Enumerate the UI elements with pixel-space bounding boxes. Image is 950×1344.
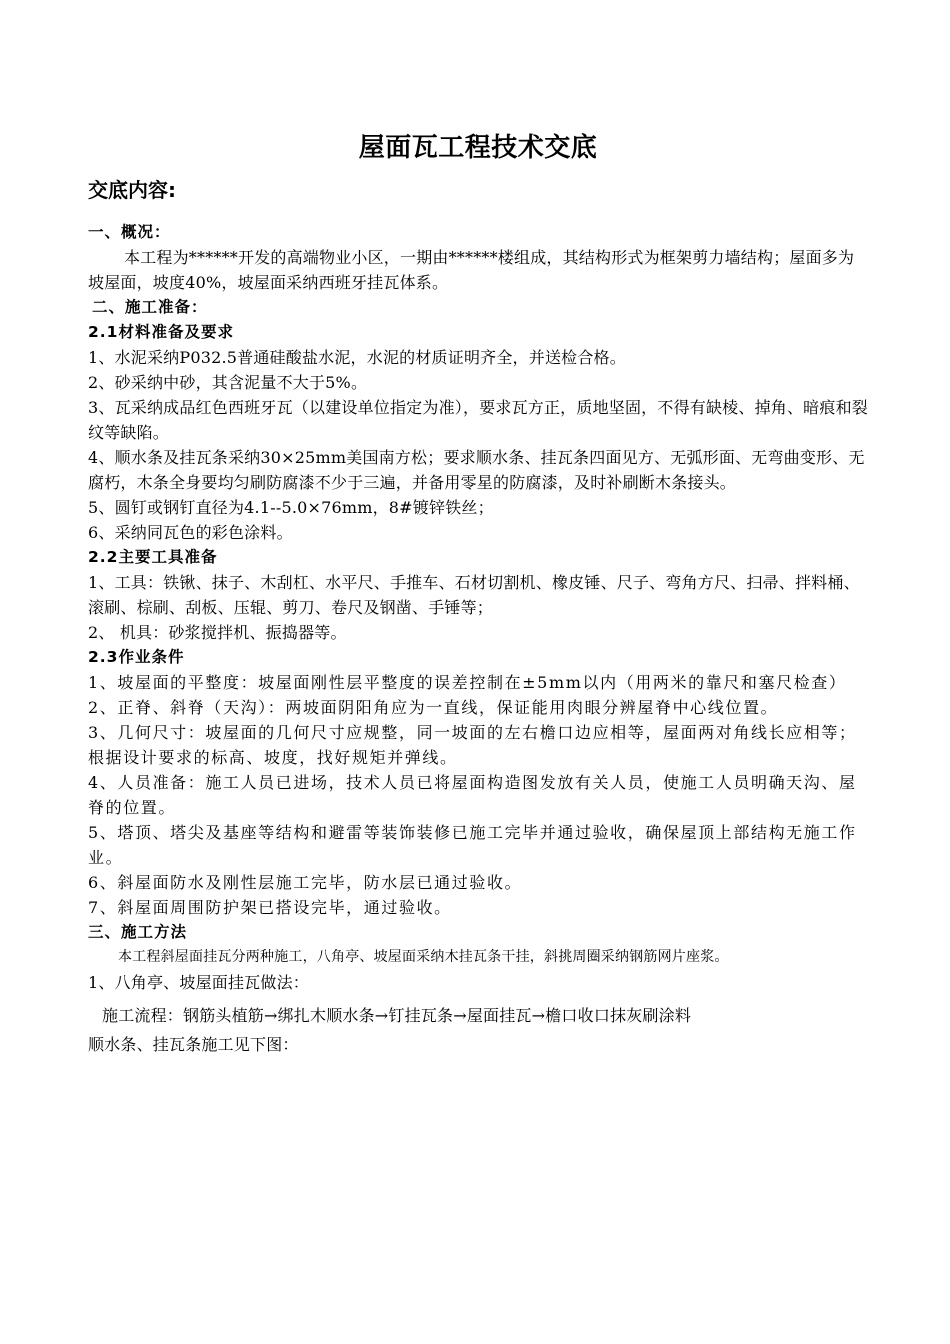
tools-item-1: 1、工具：铁锹、抹子、木刮杠、水平尺、手推车、石材切割机、橡皮锤、尺子、弯角方尺、扫帚、拌料桶、滚刷、棕刷、刮板、压辊、剪刀、卷尺及钢凿、手锤等； xyxy=(88,573,860,617)
conditions-item-6: 6、斜屋面防水及刚性层施工完毕，防水层已通过验收。 xyxy=(88,873,523,892)
materials-heading: 2.1材料准备及要求 xyxy=(88,323,234,341)
section-1-heading: 一、概况： xyxy=(88,223,171,241)
conditions-item-2: 2、正脊、斜脊（天沟）：两坡面阴阳角应为一直线，保证能用肉眼分辨屋脊中心线位置。 xyxy=(88,698,779,717)
tools-heading: 2.2主要工具准备 xyxy=(88,548,218,566)
conditions-item-7: 7、斜屋面周围防护架已搭设完毕，通过验收。 xyxy=(88,898,452,917)
section-1-text: 本工程为******开发的高端物业小区，一期由******楼组成，其结构形式为框架剪力墙结构；屋面多为坡屋面，坡度40%，坡屋面采纳西班牙挂瓦体系。 xyxy=(88,248,855,292)
section-2-heading: 二、施工准备： xyxy=(92,298,208,316)
materials-item-6: 6、采纳同瓦色的彩色涂料。 xyxy=(88,523,293,542)
section-3-heading: 三、施工方法 xyxy=(88,923,188,941)
materials-item-5: 5、圆钉或钢钉直径为4.1--5.0×76mm，8#镀锌铁丝； xyxy=(88,498,494,517)
conditions-item-3: 3、几何尺寸：坡屋面的几何尺寸应规整，同一坡面的左右檐口边应相等，屋面两对角线长应相等；根据设计要求的标高、坡度，找好规矩并弹线。 xyxy=(88,723,857,767)
tools-item-2: 2、 机具：砂浆搅拌机、振捣器等。 xyxy=(88,623,347,642)
section-3-item-1: 1、八角亭、坡屋面挂瓦做法： xyxy=(88,973,309,992)
conditions-item-1: 1、坡屋面的平整度：坡屋面刚性层平整度的误差控制在±5mm以内（用两米的靠尺和塞尺检查） xyxy=(88,673,847,692)
materials-item-4: 4、顺水条及挂瓦条采纳30×25mm美国南方松；要求顺水条、挂瓦条四面见方、无弧形面、无弯曲变形、无腐朽，木条全身要均匀刷防腐漆不少于三遍，并备用零星的防腐漆，及时补刷断木条接头。 xyxy=(88,448,865,492)
construction-flow: 施工流程：钢筋头植筋→绑扎木顺水条→钉挂瓦条→屋面挂瓦→檐口收口抹灰刷涂料 xyxy=(102,1006,692,1025)
materials-item-3: 3、瓦采纳成品红色西班牙瓦（以建设单位指定为准），要求瓦方正，质地坚固，不得有缺棱、掉角、暗痕和裂纹等缺陷。 xyxy=(88,398,868,442)
materials-item-1: 1、水泥采纳P032.5普通硅酸盐水泥，水泥的材质证明齐全，并送检合格。 xyxy=(88,348,626,367)
conditions-item-5: 5、塔顶、塔尖及基座等结构和避雷等装饰装修已施工完毕并通过验收，确保屋顶上部结构无施工作业。 xyxy=(88,823,857,867)
document-title: 屋面瓦工程技术交底 xyxy=(358,133,598,163)
document-subtitle: 交底内容: xyxy=(88,178,176,202)
section-3-intro: 本工程斜屋面挂瓦分两种施工，八角亭、坡屋面采纳木挂瓦条干挂，斜挑周圈采纳钢筋网片座浆。 xyxy=(118,949,729,965)
conditions-item-4: 4、人员准备：施工人员已进场，技术人员已将屋面构造图发放有关人员，使施工人员明确天沟、屋脊的位置。 xyxy=(88,773,857,817)
figure-caption: 顺水条、挂瓦条施工见下图： xyxy=(88,1035,299,1054)
materials-item-2: 2、砂采纳中砂，其含泥量不大于5%。 xyxy=(88,373,368,392)
document-page xyxy=(88,128,868,1057)
conditions-heading: 2.3作业条件 xyxy=(88,648,185,666)
